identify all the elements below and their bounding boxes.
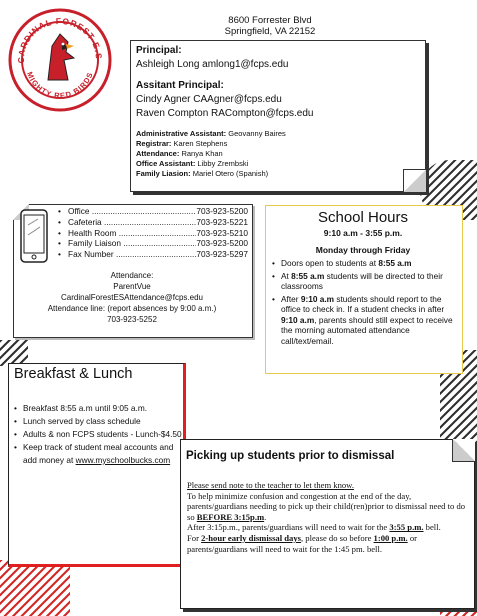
logo-text-bottom: MIGHTY RED BIRDS (25, 70, 95, 101)
breakfast-lunch-title: Breakfast & Lunch (14, 366, 133, 382)
pickup-body: Please send note to the teacher to let them know. To help minimize confusion and congestion at the end of the day, parents/guardians needing to pick up their child(ren)prior to dismissal need to do so BEFORE 3:15p.m. After 3:15p.m., parents/guardians will need to wait for the 3:55 p.m. bell. For 2-hour early dismissal days, please do so before 1:00 p.m. or parents/guardians will need to wait for the 1:45 pm. bell. (187, 480, 466, 554)
attendance-email[interactable]: CardinalForestESAttendance@fcps.edu (61, 293, 203, 302)
breakfast-lunch-list (14, 402, 184, 467)
principal-label: Principal: (136, 45, 182, 56)
contact-row: • Cafeteria ..... 703-923-5221 (58, 217, 248, 228)
pickup-note: Please send note to the teacher to let them know. (187, 480, 354, 490)
list-item: • Lunch served by class schedule (14, 415, 184, 428)
logo-text-top: CARDINAL FOREST E.S (15, 15, 105, 64)
staff-item: Office Assistant: Libby Zrembski (136, 159, 249, 168)
assistant-principal-2: Raven Compton RACompton@fcps.edu (136, 108, 314, 119)
address-line-1: 8600 Forrester Blvd (228, 15, 312, 26)
principal-card (130, 40, 426, 192)
contact-row: • Health Room ..... 703-923-5210 (58, 228, 248, 239)
staff-item: Attendance: Ranya Khan (136, 149, 223, 158)
myschoolbucks-link[interactable]: www.myschoolbucks.com (75, 455, 171, 465)
staff-item: Registrar: Karen Stephens (136, 139, 228, 148)
pickup-title: Picking up students prior to dismissal (186, 450, 395, 462)
school-hours-title: School Hours (317, 209, 409, 226)
list-item: • Adults & non FCPS students - Lunch-$4.50 (14, 428, 184, 441)
contact-row: • Fax Number ..... 703-923-5297 (58, 249, 248, 260)
attendance-line: Attendance line: (report absences by 9:00 a.m.) (47, 304, 217, 313)
address-line-2: Springfield, VA 22152 (224, 26, 316, 37)
list-item: • After 9:10 a.m students should report to the office to check in. If a student checks in after 9:10 a.m, parents should still expect to receive the morning automated attendance call/text/email. (272, 294, 458, 347)
school-logo (8, 8, 112, 112)
staff-list (136, 129, 416, 179)
phone-icon (20, 209, 48, 263)
principal-contact: Ashleigh Long amlong1@fcps.edu (136, 59, 289, 70)
attendance-label: Attendance: (110, 271, 154, 280)
assistant-principal-1: Cindy Agner CAAgner@fcps.edu (136, 94, 282, 105)
staff-item: Administrative Assistant: Geovanny Baires (136, 129, 286, 138)
school-hours-list (272, 258, 458, 348)
staff-item: Family Liasion: Mariel Otero (Spanish) (136, 169, 269, 178)
contact-row: • Family Liaison ..... 703-923-5200 (58, 238, 248, 249)
list-item: • At 8:55 a.m students will be directed to their classrooms (272, 271, 458, 292)
list-item: • Keep track of student meal accounts and add money at www.myschoolbucks.com (14, 441, 184, 467)
decor-stripes-bottom-left (0, 560, 70, 616)
contact-list (58, 206, 248, 260)
attendance-app: ParentVue (113, 282, 151, 291)
contact-row: • Office ..... 703-923-5200 (58, 206, 248, 217)
school-address (160, 15, 380, 37)
assistant-principal-label: Assitant Principal: (136, 80, 224, 91)
school-hours-days: Monday through Friday (315, 245, 411, 255)
list-item: • Breakfast 8:55 a.m until 9:05 a.m. (14, 402, 184, 415)
list-item: • Doors open to students at 8:55 a.m (272, 258, 458, 269)
school-hours-time: 9:10 a.m - 3:55 p.m. (323, 228, 403, 238)
attendance-info (16, 270, 248, 325)
attendance-phone: 703-923-5252 (107, 315, 157, 324)
